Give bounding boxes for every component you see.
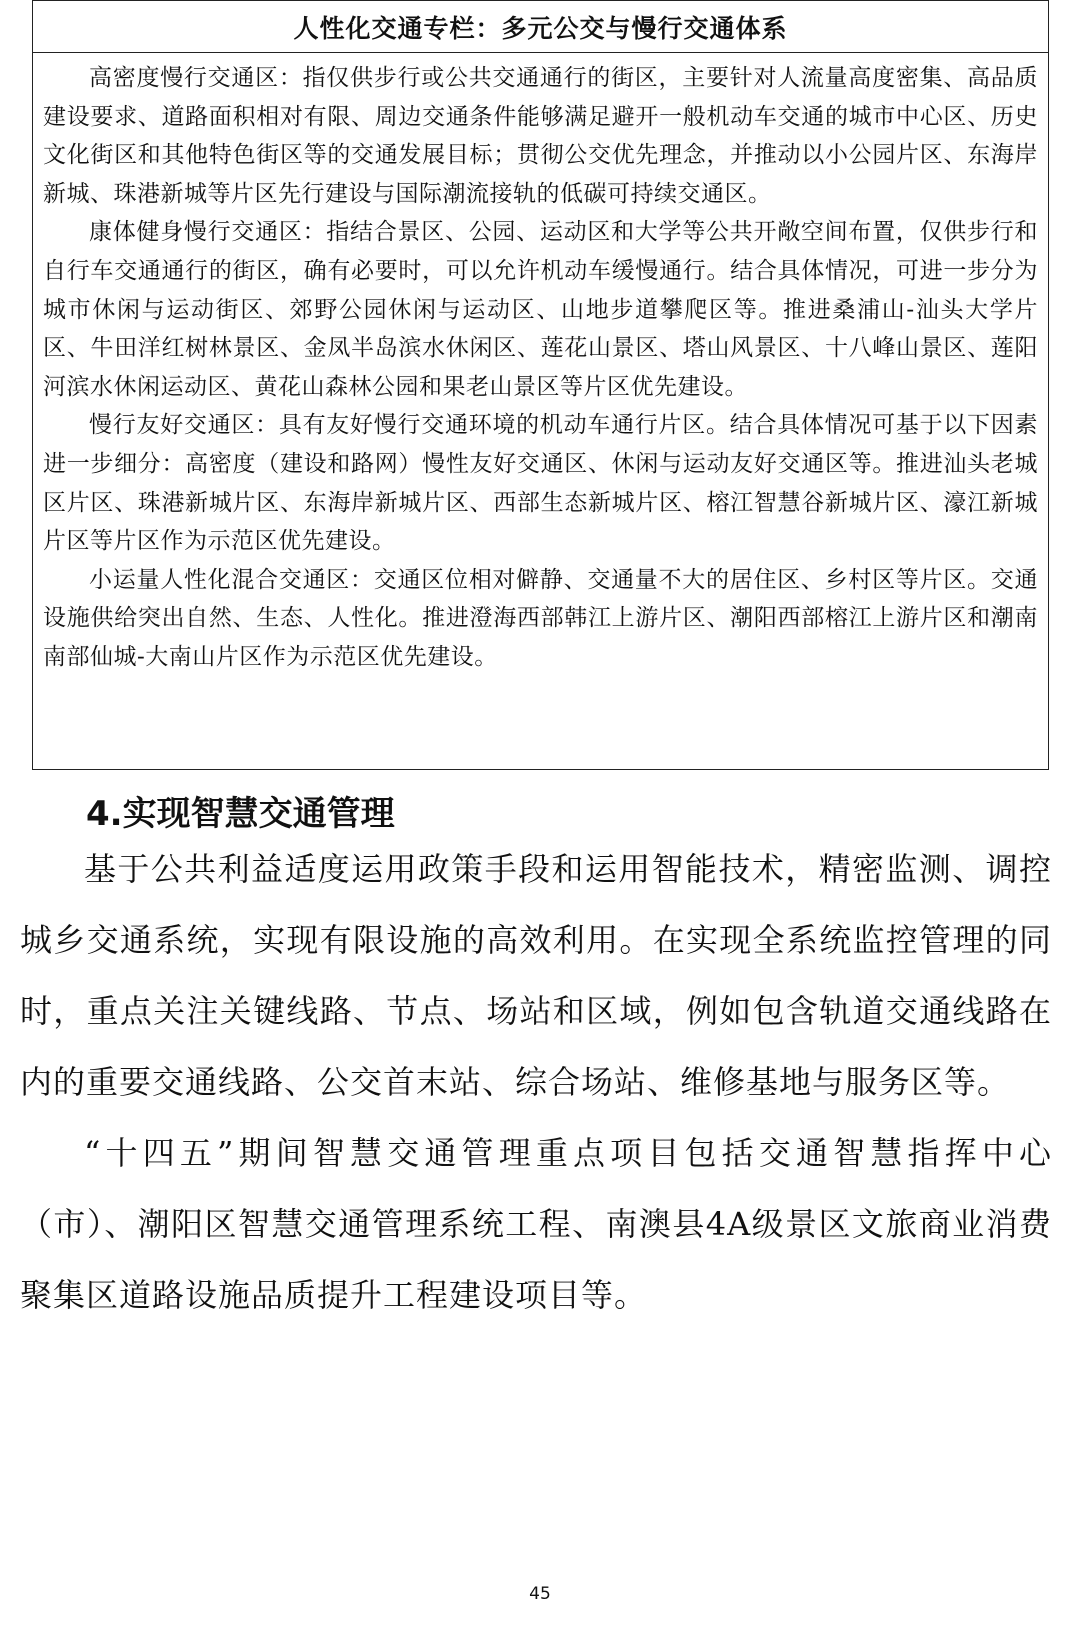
sidebar-paragraph-fitness: 康体健身慢行交通区：指结合景区、公园、运动区和大学等公共开敞空间布置，仅供步行和自行车交通通行的街区，确有必要时，可以允许机动车缓慢通行。结合具体情况，可进一步分为城市休闲与运动街区、郊野公园休闲与运动区、山地步道攀爬区等。推进桑浦山-汕头大学片区、牛田洋红树林景区、金凤半岛滨水休闲区、莲花山景区、塔山风景区、十八峰山景区、莲阳河滨水休闲运动区、黄花山森林公园和果老山景区等片区优先建设。 <box>43 219 1038 400</box>
page-number: 45 <box>529 1584 551 1604</box>
sidebar-paragraph-friendly: 慢行友好交通区：具有友好慢行交通环境的机动车通行片区。结合具体情况可基于以下因素进一步细分：高密度（建设和路网）慢性友好交通区、休闲与运动友好交通区等。推进汕头老城区片区、珠港新城片区、东海岸新城片区、西部生态新城片区、榕江智慧谷新城片区、濠江新城片区等片区作为示范区优先建设。 <box>43 412 1038 555</box>
sidebar-box-title: 人性化交通专栏：多元公交与慢行交通体系 <box>33 1 1048 53</box>
policy-sidebar-box <box>32 0 1049 770</box>
section-heading: 4.实现智慧交通管理 <box>86 794 395 834</box>
sidebar-box-body <box>33 53 1048 677</box>
body-paragraph-smart-management: 基于公共利益适度运用政策手段和运用智能技术，精密监测、调控城乡交通系统，实现有限设施的高效利用。在实现全系统监控管理的同时，重点关注关键线路、节点、场站和区域，例如包含轨道交通线路在内的重要交通线路、公交首末站、综合场站、维修基地与服务区等。 <box>20 850 1052 1101</box>
body-paragraph-key-projects: “十四五”期间智慧交通管理重点项目包括交通智慧指挥中心（市）、潮阳区智慧交通管理系统工程、南澳县4A级景区文旅商业消费聚集区道路设施品质提升工程建设项目等。 <box>20 1134 1052 1314</box>
sidebar-paragraph-high-density: 高密度慢行交通区：指仅供步行或公共交通通行的街区，主要针对人流量高度密集、高品质建设要求、道路面积相对有限、周边交通条件能够满足避开一般机动车交通的城市中心区、历史文化街区和其他特色街区等的交通发展目标；贯彻公交优先理念，并推动以小公园片区、东海岸新城、珠港新城等片区先行建设与国际潮流接轨的低碳可持续交通区。 <box>43 65 1038 207</box>
sidebar-paragraph-mixed: 小运量人性化混合交通区：交通区位相对僻静、交通量不大的居住区、乡村区等片区。交通设施供给突出自然、生态、人性化。推进澄海西部韩江上游片区、潮阳西部榕江上游片区和潮南南部仙城-大南山片区作为示范区优先建设。 <box>43 566 1038 670</box>
section-body <box>20 834 1052 1331</box>
